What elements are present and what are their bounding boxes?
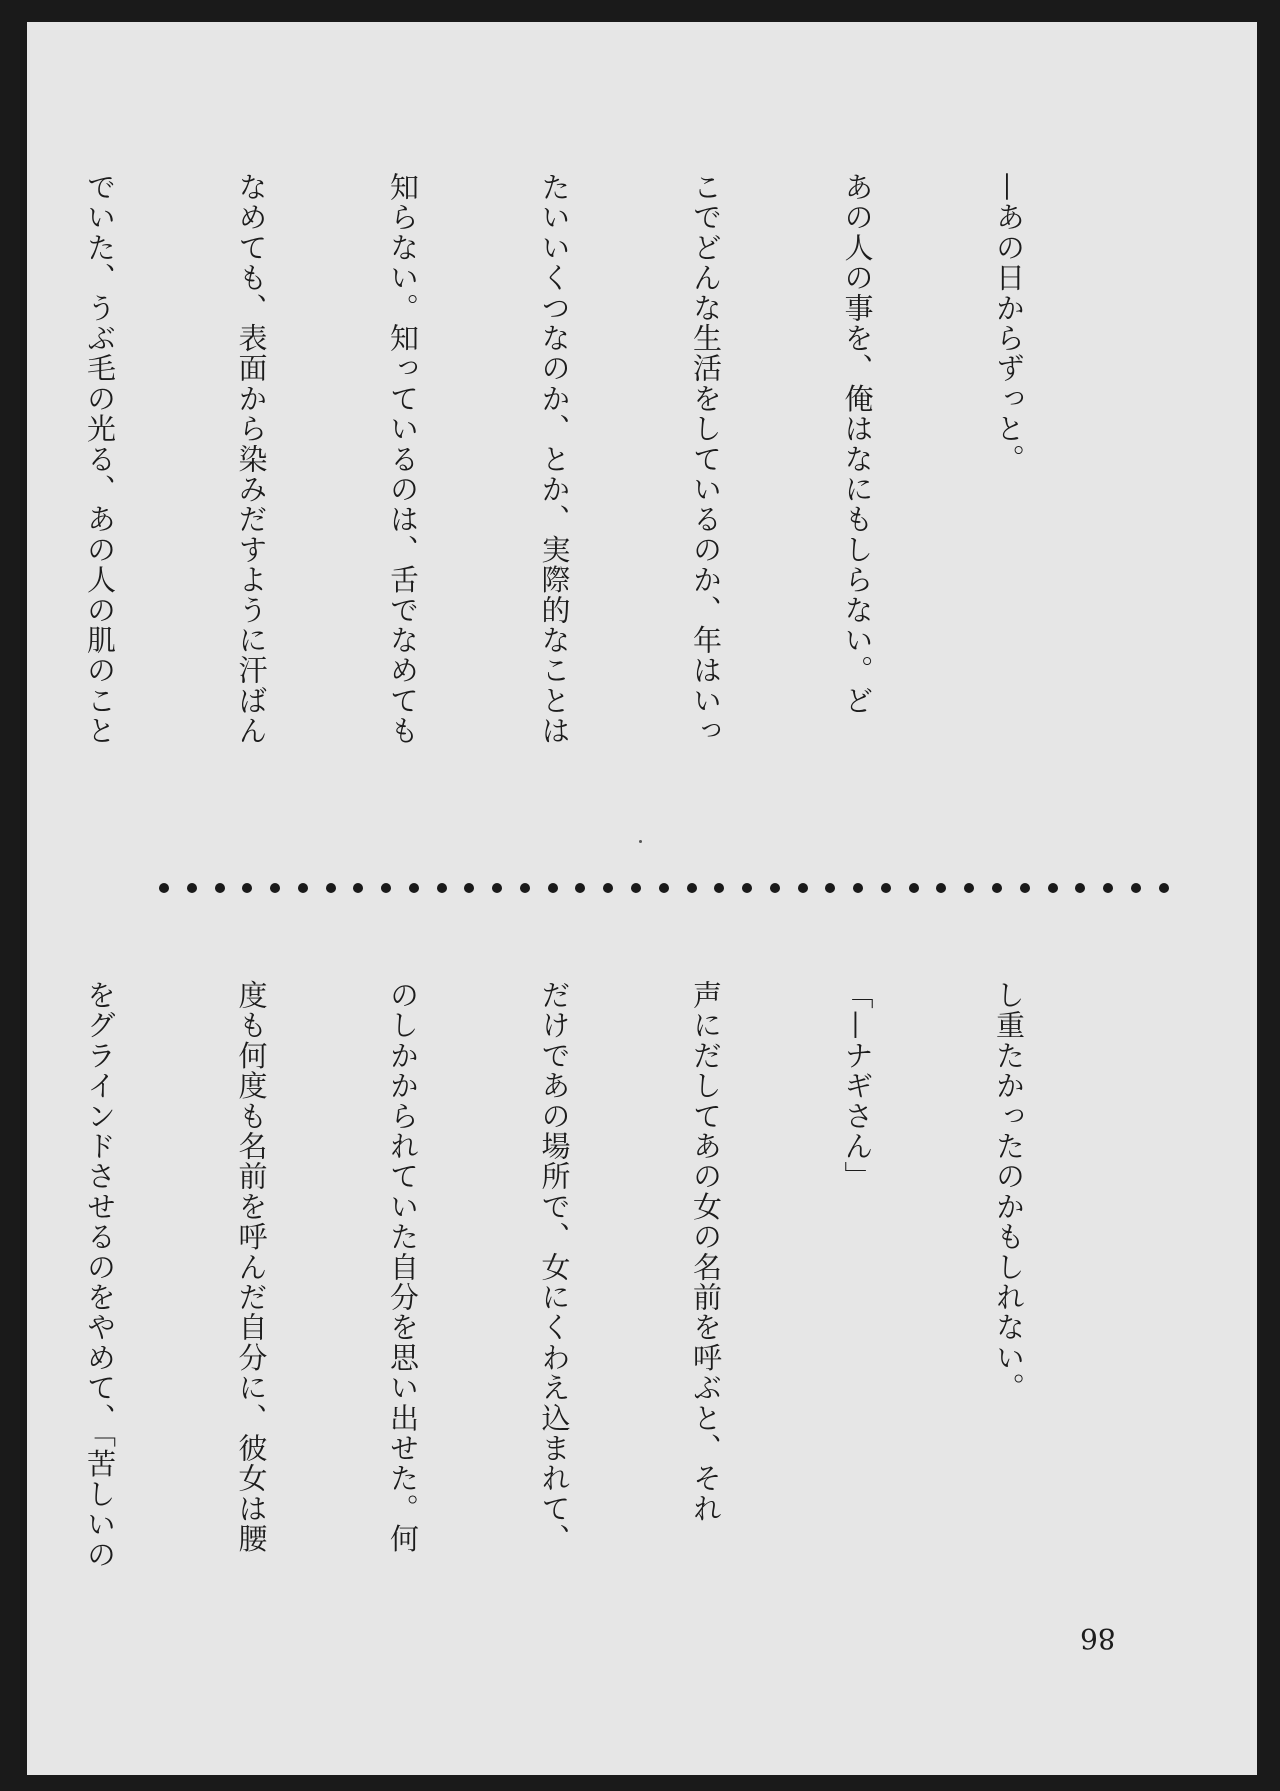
divider-dot: [215, 883, 225, 893]
text-line: し重たかったのかもしれない。: [992, 980, 1026, 1403]
divider-dot: [853, 883, 863, 893]
divider-dot: [187, 883, 197, 893]
divider-dot: [659, 883, 669, 893]
text-line: あの人の事を、俺はなにもしらない。ど: [840, 172, 875, 716]
divider-dot: [409, 883, 419, 893]
divider-dot: [798, 883, 808, 893]
divider-dot: [1131, 883, 1141, 893]
divider-dot: [575, 883, 585, 893]
book-page: [27, 22, 1257, 1775]
divider-dot: [270, 883, 280, 893]
divider-dot: [964, 883, 974, 893]
divider-dot: [242, 883, 252, 893]
divider-dot: [825, 883, 835, 893]
text-line: をグラインドさせるのをやめて、「苦しいの: [83, 980, 117, 1570]
divider-dot: [464, 883, 474, 893]
text-line: 「—ナギさん」: [840, 980, 875, 1192]
text-line: だけであの場所で、女にくわえ込まれて、: [537, 980, 572, 1554]
text-line: なめても、表面から染みだすように汗ばん: [234, 172, 269, 746]
divider-dot: [353, 883, 363, 893]
text-line: 度も何度も名前を呼んだ自分に、彼女は腰: [234, 980, 269, 1554]
text-line: でいた、うぶ毛の光る、あの人の肌のこと: [83, 172, 117, 746]
divider-dot: [742, 883, 752, 893]
text-line: 声にだしてあの女の名前を呼ぶと、それ: [689, 980, 723, 1524]
text-line: こでどんな生活をしているのか、年はいっ: [689, 172, 723, 746]
text-line: 知らない。知っているのは、舌でなめても: [386, 172, 420, 746]
divider-dot: [159, 883, 169, 893]
divider-dot: [881, 883, 891, 893]
divider-dot: [437, 883, 447, 893]
divider-dot: [770, 883, 780, 893]
divider-dot: [548, 883, 558, 893]
divider-dot: [492, 883, 502, 893]
text-line: のしかかられていた自分を思い出せた。何: [386, 980, 420, 1554]
divider-dot: [1075, 883, 1085, 893]
divider-dot: [909, 883, 919, 893]
divider-dot: [1048, 883, 1058, 893]
divider-dot: [1159, 883, 1169, 893]
page-number: 86: [1080, 1622, 1116, 1655]
text-line: —あの日からずっと。: [992, 172, 1026, 474]
divider-dot: [714, 883, 724, 893]
upper-text-block: [0, 172, 1135, 812]
divider-dot: [1020, 883, 1030, 893]
text-line: たいいくつなのか、とか、実際的なことは: [537, 172, 572, 746]
dotted-divider: [159, 880, 1169, 896]
paper-speck: [639, 840, 642, 843]
divider-dot: [298, 883, 308, 893]
lower-text-block: [0, 980, 1135, 1620]
divider-dot: [936, 883, 946, 893]
divider-dot: [1103, 883, 1113, 893]
divider-dot: [992, 883, 1002, 893]
divider-dot: [381, 883, 391, 893]
divider-dot: [326, 883, 336, 893]
divider-dot: [631, 883, 641, 893]
divider-dot: [687, 883, 697, 893]
divider-dot: [603, 883, 613, 893]
divider-dot: [520, 883, 530, 893]
